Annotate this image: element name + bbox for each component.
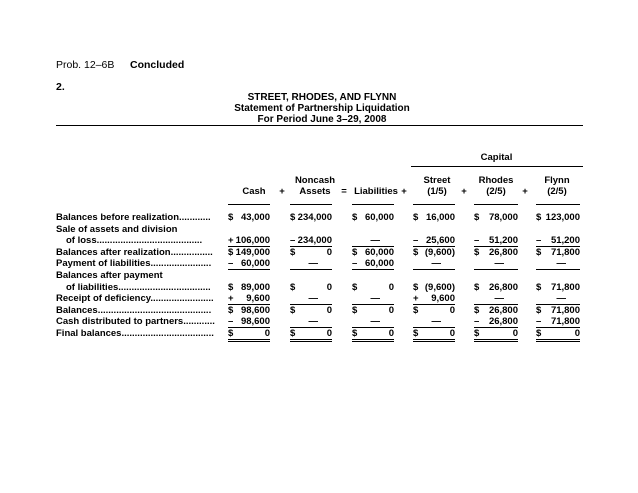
cell-value: 0 [388,281,394,293]
table-cell [290,212,332,223]
table-cell [352,235,394,247]
cell-value: 43,000 [240,212,270,223]
table-cell [474,235,518,247]
table-cell [536,235,580,247]
cell-sign: – [536,235,542,247]
table-cell [413,328,455,342]
street-heading-1: Street [423,175,451,186]
statement-period: For Period June 3–29, 2008 [257,114,387,125]
cell-value: 0 [264,328,270,339]
table-cell [536,282,580,293]
flynn-heading-1: Flynn [544,175,570,186]
cell-sign: $ [228,212,234,223]
street-heading-rule [413,204,455,205]
table-cell [352,316,394,328]
cell-sign: $ [290,328,296,339]
cell-sign: $ [474,328,480,339]
operator-plus-1: + [279,186,285,197]
row-label: Sale of assets and division [56,223,178,235]
title-rule [56,125,583,126]
cell-sign: $ [413,304,419,316]
cell-sign: $ [474,304,480,316]
cell-value: — [308,316,318,328]
cell-value: 0 [326,328,332,339]
table-cell [228,282,270,293]
cell-sign: $ [228,246,234,258]
cell-sign: $ [413,328,419,339]
cell-value: 0 [574,328,580,339]
table-cell [413,235,455,247]
cell-value: (9,600) [424,281,455,293]
cell-sign: $ [290,281,296,293]
cell-sign: $ [536,212,542,223]
operator-plus-3: + [461,186,467,197]
cell-sign: $ [290,212,296,223]
cell-sign: $ [290,304,296,316]
table-cell [536,305,580,316]
operator-plus-2: + [401,186,407,197]
table-cell [413,247,455,258]
table-cell [228,258,270,270]
table-cell [352,293,394,305]
cell-value: 0 [512,328,518,339]
company-name: STREET, RHODES, AND FLYNN [247,92,397,103]
liabilities-heading-rule [352,204,394,205]
cell-sign: $ [228,304,234,316]
table-cell [228,247,270,258]
cell-value: — [370,235,380,247]
cell-value: 60,000 [364,258,394,270]
cell-sign: $ [536,281,542,293]
row-label: of liabilities................................... [66,281,211,293]
cell-value: 98,600 [240,304,270,316]
cell-value: 234,000 [297,235,332,247]
cell-sign: + [228,293,234,305]
cell-value: 0 [449,304,455,316]
cell-sign: $ [413,246,419,258]
cell-value: 51,200 [488,235,518,247]
cell-sign: $ [352,212,358,223]
cell-sign: + [413,293,419,305]
cell-value: 60,000 [240,258,270,270]
table-cell [413,316,455,328]
cell-value: 26,800 [488,316,518,328]
rhodes-heading-2: (2/5) [486,186,506,197]
cell-sign: $ [352,328,358,339]
rhodes-heading-1: Rhodes [478,175,514,186]
row-label: Balances after realization................ [56,246,213,258]
table-cell [228,316,270,328]
problem-number: Prob. 12–6B [56,59,115,71]
cell-sign: $ [352,281,358,293]
table-cell [413,212,455,223]
table-cell [228,328,270,342]
table-cell [228,305,270,316]
row-label: Final balances................................... [56,328,214,339]
statement-title: Statement of Partnership Liquidation [234,103,410,114]
table-cell [413,258,455,270]
part-number: 2. [56,81,65,93]
cell-value: — [308,258,318,270]
row-label: Payment of liabilities....................... [56,258,212,270]
cell-sign: – [228,316,234,328]
cell-sign: $ [413,212,419,223]
cell-value: 149,000 [235,246,270,258]
cell-sign: $ [536,304,542,316]
table-cell [352,328,394,342]
table-cell [352,212,394,223]
cell-sign: – [228,258,234,270]
noncash-heading-2: Assets [299,186,331,197]
liabilities-heading: Liabilities [354,186,398,197]
cell-value: — [308,293,318,305]
cell-value: 9,600 [246,293,270,305]
noncash-heading-rule [290,204,332,205]
cell-value: 51,200 [550,235,580,247]
table-cell [352,305,394,316]
cell-value: 0 [326,281,332,293]
table-cell [290,235,332,247]
table-cell [536,247,580,258]
cell-sign: $ [474,281,480,293]
capital-rule [411,166,583,167]
table-cell [536,258,580,270]
table-cell [474,258,518,270]
table-cell [536,293,580,305]
rhodes-heading-rule [474,204,518,205]
operator-plus-4: + [522,186,528,197]
cell-value: 16,000 [425,212,455,223]
concluded-label: Concluded [130,59,185,71]
table-cell [352,247,394,258]
table-cell [290,305,332,316]
table-cell [474,247,518,258]
table-cell [290,293,332,305]
cell-value: — [431,258,441,270]
flynn-heading-2: (2/5) [547,186,567,197]
cash-heading: Cash [242,186,266,197]
cell-value: (9,600) [424,246,455,258]
cell-sign: – [536,316,542,328]
cell-value: 0 [388,304,394,316]
cell-value: 89,000 [240,281,270,293]
cell-value: — [556,258,566,270]
cell-sign: – [474,235,480,247]
cell-sign: $ [228,281,234,293]
table-cell [352,258,394,270]
cell-sign: $ [474,246,480,258]
table-cell [474,293,518,305]
row-label: Receipt of deficiency........................ [56,293,214,305]
cell-value: 98,600 [240,316,270,328]
street-heading-2: (1/5) [427,186,447,197]
table-cell [290,258,332,270]
cell-value: 71,800 [550,246,580,258]
table-cell [290,247,332,258]
table-cell [290,282,332,293]
cell-value: 0 [326,304,332,316]
cash-heading-rule [228,204,270,205]
noncash-heading-1: Noncash [294,175,336,186]
table-cell [352,282,394,293]
cell-sign: – [290,235,296,247]
cell-value: — [370,316,380,328]
cell-value: 71,800 [550,304,580,316]
cell-sign: – [352,258,358,270]
flynn-heading-rule [536,204,580,205]
cell-sign: $ [536,246,542,258]
table-cell [228,235,270,247]
table-cell [536,328,580,342]
cell-sign: $ [290,246,296,258]
cell-value: 25,600 [425,235,455,247]
cell-value: — [556,293,566,305]
cell-value: 234,000 [297,212,332,223]
cell-value: — [494,293,504,305]
cell-value: 71,800 [550,316,580,328]
table-cell [474,282,518,293]
cell-value: 26,800 [488,304,518,316]
cell-value: — [370,293,380,305]
table-cell [413,293,455,305]
row-label: Balances before realization............ [56,212,211,223]
cell-value: 71,800 [550,281,580,293]
operator-equals: = [341,186,347,197]
cell-sign: $ [536,328,542,339]
cell-value: 78,000 [488,212,518,223]
row-label: of loss........................................ [66,235,203,247]
cell-value: 0 [449,328,455,339]
capital-heading: Capital [480,152,513,163]
cell-value: 60,000 [364,246,394,258]
row-label: Balances after payment [56,270,163,281]
cell-sign: – [413,235,419,247]
cell-value: 0 [326,246,332,258]
table-cell [474,212,518,223]
cell-sign: $ [474,212,480,223]
table-cell [290,328,332,342]
cell-value: — [494,258,504,270]
row-label: Cash distributed to partners............ [56,316,215,328]
cell-value: 9,600 [431,293,455,305]
cell-value: 26,800 [488,246,518,258]
table-cell [474,316,518,328]
cell-sign: $ [413,281,419,293]
table-cell [290,316,332,328]
table-cell [413,282,455,293]
cell-value: 26,800 [488,281,518,293]
cell-sign: – [474,316,480,328]
cell-value: 123,000 [545,212,580,223]
table-cell [536,212,580,223]
cell-value: 106,000 [235,235,270,247]
table-cell [536,316,580,328]
cell-sign: + [228,235,234,247]
row-label: Balances........................................... [56,304,212,316]
table-cell [228,212,270,223]
cell-value: 0 [388,328,394,339]
cell-sign: $ [228,328,234,339]
table-cell [474,305,518,316]
table-cell [413,305,455,316]
cell-value: — [431,316,441,328]
table-cell [228,293,270,305]
cell-value: 60,000 [364,212,394,223]
cell-sign: $ [352,246,358,258]
cell-sign: $ [352,304,358,316]
table-cell [474,328,518,342]
